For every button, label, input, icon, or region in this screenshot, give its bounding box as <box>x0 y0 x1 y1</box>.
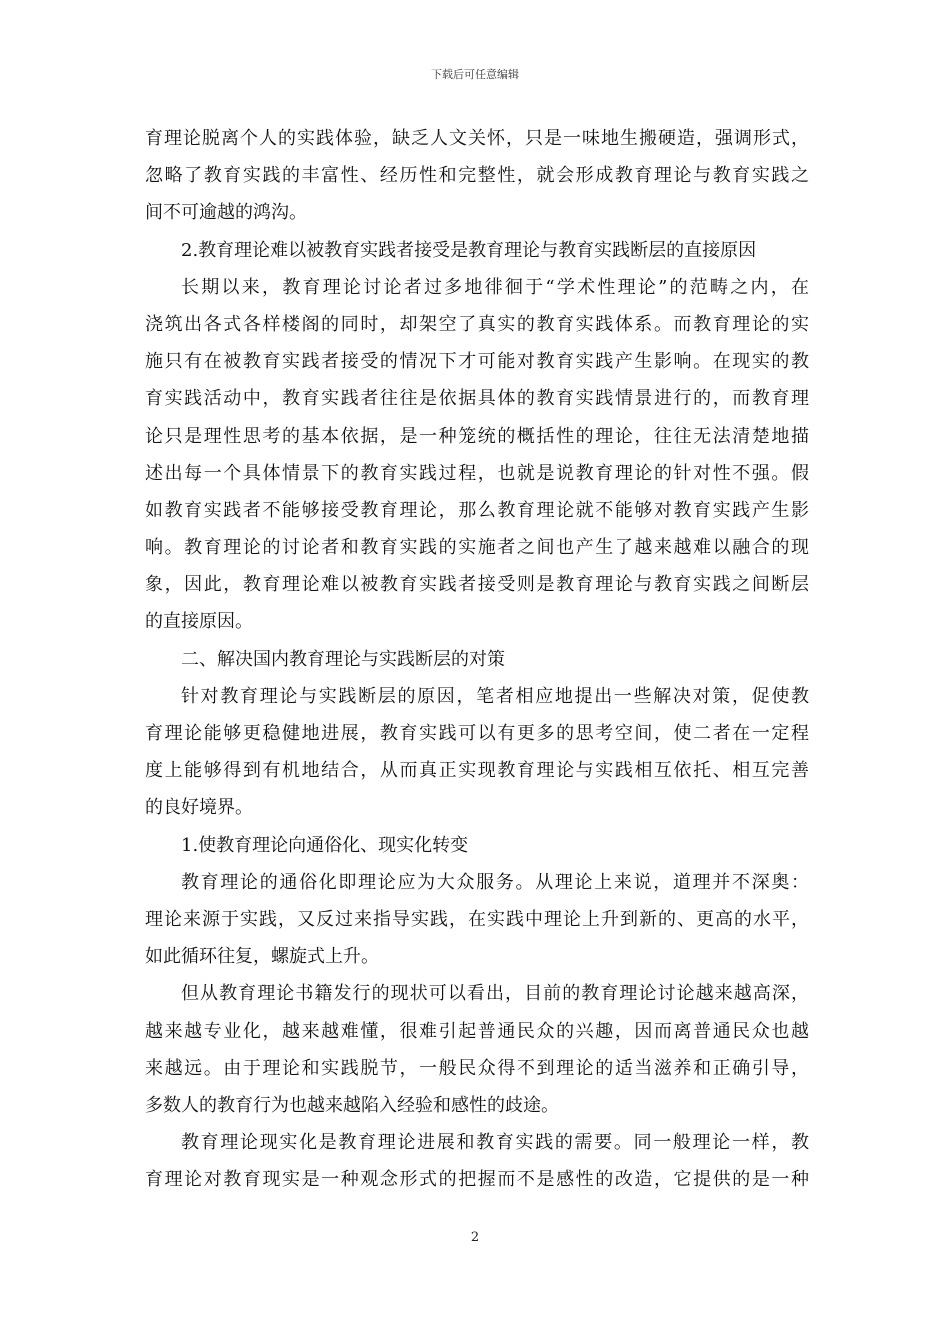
text-line: 忽略了教育实践的丰富性、经历性和完整性，就会形成教育理论与教育实践之 <box>145 165 809 187</box>
text-line: 教育理论现实化是教育理论进展和教育实践的需要。同一般理论一样，教 <box>181 1132 809 1154</box>
text-line: 象，因此，教育理论难以被教育实践者接受则是教育理论与教育实践之间断层 <box>145 574 809 596</box>
text-line: 浇筑出各式各样楼阁的同时，却架空了真实的教育实践体系。而教育理论的实 <box>145 313 809 335</box>
text-line: 教育理论的通俗化即理论应为大众服务。从理论上来说，道理并不深奥： <box>181 871 809 893</box>
body-text <box>145 120 809 1198</box>
text-line: 但从教育理论书籍发行的现状可以看出，目前的教育理论讨论越来越高深， <box>181 983 809 1005</box>
text-line: 施只有在被教育实践者接受的情况下才可能对教育实践产生影响。在现实的教 <box>145 351 809 373</box>
page-number: 2 <box>470 1230 480 1245</box>
text-line: 述出每一个具体情景下的教育实践过程，也就是说教育理论的针对性不强。假 <box>145 462 809 484</box>
text-line: 来越远。由于理论和实践脱节，一般民众得不到理论的适当滋养和正确引导， <box>145 1057 809 1079</box>
section-heading: 2.教育理论难以被教育实践者接受是教育理论与教育实践断层的直接原因 <box>181 239 757 261</box>
section-heading: 1.使教育理论向通俗化、现实化转变 <box>181 834 469 856</box>
text-line: 如教育实践者不能够接受教育理论，那么教育理论就不能够对教育实践产生影 <box>145 499 809 521</box>
text-line: 长期以来，教育理论讨论者过多地徘徊于“学术性理论”的范畴之内，在 <box>181 276 809 298</box>
text-line: 育理论能够更稳健地进展，教育实践可以有更多的思考空间，使二者在一定程 <box>145 723 809 744</box>
text-line: 度上能够得到有机地结合，从而真正实现教育理论与实践相互依托、相互完善 <box>145 760 809 782</box>
section-heading: 二、解决国内教育理论与实践断层的对策 <box>181 648 505 670</box>
text-line: 如此循环往复，螺旋式上升。 <box>145 946 379 968</box>
text-line: 育实践活动中，教育实践者往往是依据具体的教育实践情景进行的，而教育理 <box>145 388 809 410</box>
page-header: 下载后可任意编辑 <box>431 68 519 81</box>
text-line: 间不可逾越的鸿沟。 <box>145 202 307 224</box>
text-line: 的直接原因。 <box>145 611 253 633</box>
text-line: 越来越专业化，越来越难懂，很难引起普通民众的兴趣，因而离普通民众也越 <box>145 1020 809 1042</box>
text-line: 理论来源于实践，又反过来指导实践，在实践中理论上升到新的、更高的水平， <box>145 908 809 930</box>
text-line: 响。教育理论的讨论者和教育实践的实施者之间也产生了越来越难以融合的现 <box>145 537 809 559</box>
text-line: 论只是理性思考的基本依据，是一种笼统的概括性的理论，往往无法清楚地描 <box>145 425 809 447</box>
text-line: 针对教育理论与实践断层的原因，笔者相应地提出一些解决对策，促使教 <box>181 685 809 707</box>
text-line: 育理论脱离个人的实践体验，缺乏人文关怀，只是一味地生搬硬造，强调形式， <box>145 128 809 149</box>
text-line: 育理论对教育现实是一种观念形式的把握而不是感性的改造，它提供的是一种 <box>145 1169 809 1191</box>
text-line: 的良好境界。 <box>145 797 253 819</box>
text-line: 多数人的教育行为也越来越陷入经验和感性的歧途。 <box>145 1094 559 1116</box>
